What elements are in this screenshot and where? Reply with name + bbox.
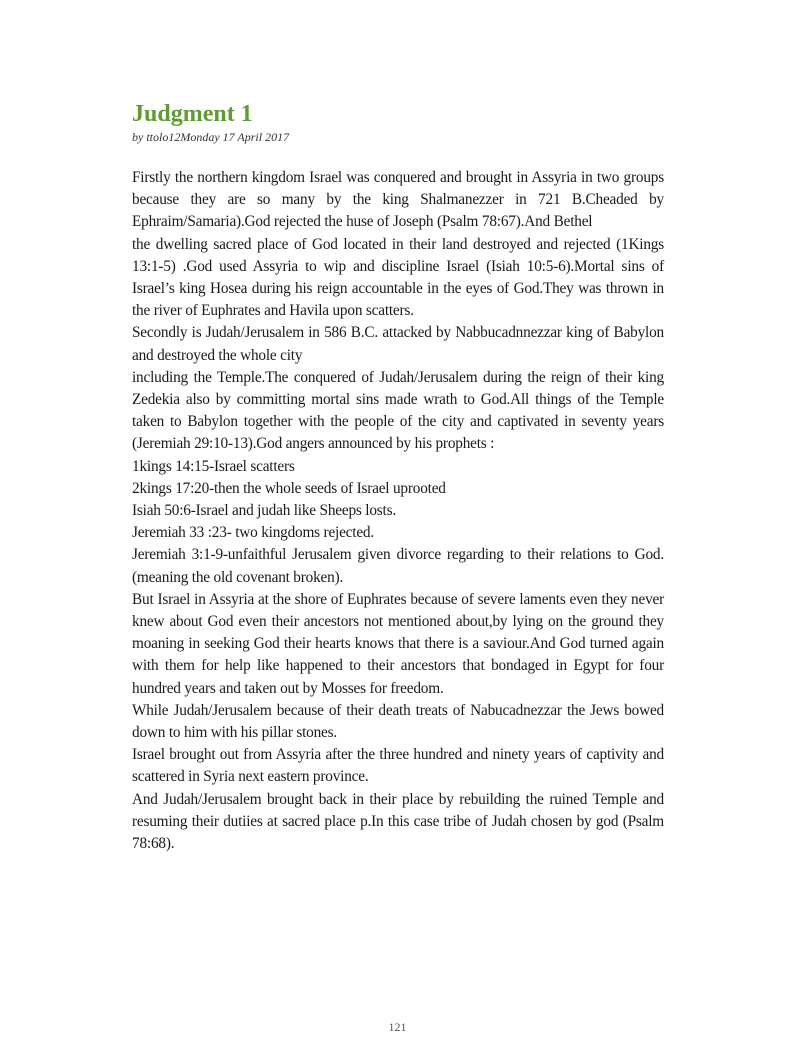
paragraph: Secondly is Judah/Jerusalem in 586 B.C. attacked by Nabbucadnnezzar king of Babylon and destroyed the whole city xyxy=(132,324,664,364)
article xyxy=(132,98,664,855)
scripture-reference: Jeremiah 33 :23- two kingdoms rejected. xyxy=(132,524,374,542)
paragraph: But Israel in Assyria at the shore of Euphrates because of severe laments even they never knew about God even their ancestors not mentioned about,by lying on the ground they moaning in seeking God their hearts knows that there is a saviour.And God turned again with them for help like happened to their ancestors that bondaged in Egypt for four hundred years and taken out by Mosses for freedom. xyxy=(132,590,664,697)
paragraph: Firstly the northern kingdom Israel was conquered and brought in Assyria in two groups because they are so many by the king Shalmanezzer in 721 B.Cheaded by Ephraim/Samaria).God rejected the huse of Joseph (Psalm 78:67).And Bethel xyxy=(132,169,664,231)
paragraph: While Judah/Jerusalem because of their death treats of Nabucadnezzar the Jews bowed down to him with his pillar stones. xyxy=(132,701,664,742)
scripture-reference: 1kings 14:15-Israel scatters xyxy=(132,457,295,475)
article-title: Judgment 1 xyxy=(132,101,253,127)
paragraph: the dwelling sacred place of God located in their land destroyed and rejected (1Kings 13:1-5) .God used Assyria to wip and discipline Israel (Isiah 10:5-6).Mortal sins of Israel’s king Hosea during his reign accountable in the eyes of God.They was thrown in the river of Euphrates and Havila upon scatters. xyxy=(132,235,664,320)
paragraph: And Judah/Jerusalem brought back in their place by rebuilding the ruined Temple and resuming their dutiies at sacred place p.In this case tribe of Judah chosen by god (Psalm 78:68). xyxy=(132,790,664,853)
page-number: 121 xyxy=(388,1020,407,1034)
article-byline: by ttolo12Monday 17 April 2017 xyxy=(132,130,290,144)
paragraph: including the Temple.The conquered of Judah/Jerusalem during the reign of their king Zedekia also by committing mortal sins made wrath to God.All things of the Temple taken to Babylon together with the people of the city and captivated in seventy years (Jeremiah 29:10-13).God angers announced by his prophets : xyxy=(132,368,664,453)
paragraph: Israel brought out from Assyria after the three hundred and ninety years of captivity and scattered in Syria next eastern province. xyxy=(132,746,664,786)
article-body xyxy=(132,167,664,855)
scripture-reference: Jeremiah 3:1-9-unfaithful Jerusalem given divorce regarding to their relations to God.(meaning the old covenant broken). xyxy=(132,546,664,586)
scripture-reference: Isiah 50:6-Israel and judah like Sheeps losts. xyxy=(132,502,396,520)
scripture-reference: 2kings 17:20-then the whole seeds of Israel uprooted xyxy=(132,479,446,497)
